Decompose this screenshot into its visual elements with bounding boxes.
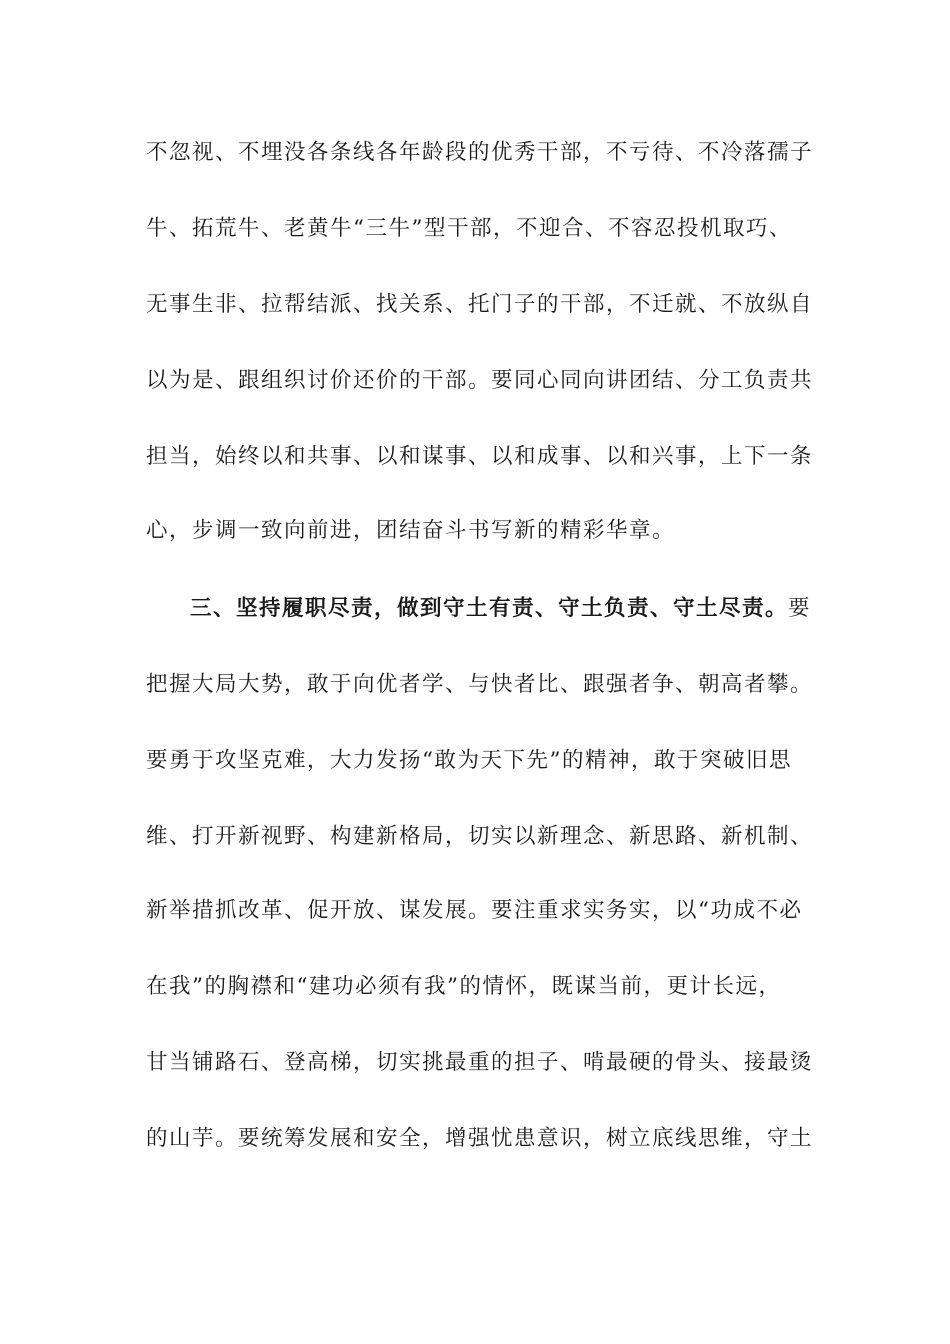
paragraph2-line-3: 维、打开新视野、构建新格局，切实以新理念、新思路、新机制、: [146, 824, 814, 849]
paragraph1-line-2: 牛、拓荒牛、老黄牛“三牛”型干部，不迎合、不容忍投机取巧、: [146, 216, 792, 241]
paragraph1-line-1: 不忽视、不埋没各条线各年龄段的优秀干部，不亏待、不冷落孺子: [146, 140, 814, 165]
paragraph1-line-5: 担当，始终以和共事、以和谋事、以和成事、以和兴事，上下一条: [146, 444, 814, 469]
section-heading: 三、坚持履职尽责，做到守土有责、守土负责、守土尽责。: [190, 596, 789, 621]
paragraph2-line-1: 把握大局大势，敢于向优者学、与快者比、跟强者争、朝高者攀。: [146, 672, 814, 697]
paragraph1-line-6: 心，步调一致向前进，团结奋斗书写新的精彩华章。: [146, 518, 676, 543]
paragraph2-line-4: 新举措抓改革、促开放、谋发展。要注重求实务实，以“功成不必: [146, 898, 803, 923]
paragraph2-line-7: 的山芋。要统筹发展和安全，增强忧患意识，树立底线思维，守土: [146, 1126, 814, 1151]
paragraph1-line-3: 无事生非、拉帮结派、找关系、托门子的干部，不迁就、不放纵自: [146, 292, 814, 317]
paragraph2-line-5: 在我”的胸襟和“建功必须有我”的情怀，既谋当前，更计长远，: [146, 974, 782, 999]
paragraph2-line-2: 要勇于攻坚克难，大力发扬“敢为天下先”的精神，敢于突破旧思: [146, 748, 792, 773]
paragraph2-line-6: 甘当铺路石、登高梯，切实挑最重的担子、啃最硬的骨头、接最烫: [146, 1050, 814, 1075]
section-heading-line: [190, 594, 812, 624]
paragraph1-line-4: 以为是、跟组织讨价还价的干部。要同心同向讲团结、分工负责共: [146, 368, 814, 393]
section-heading-tail: 要: [788, 596, 812, 621]
